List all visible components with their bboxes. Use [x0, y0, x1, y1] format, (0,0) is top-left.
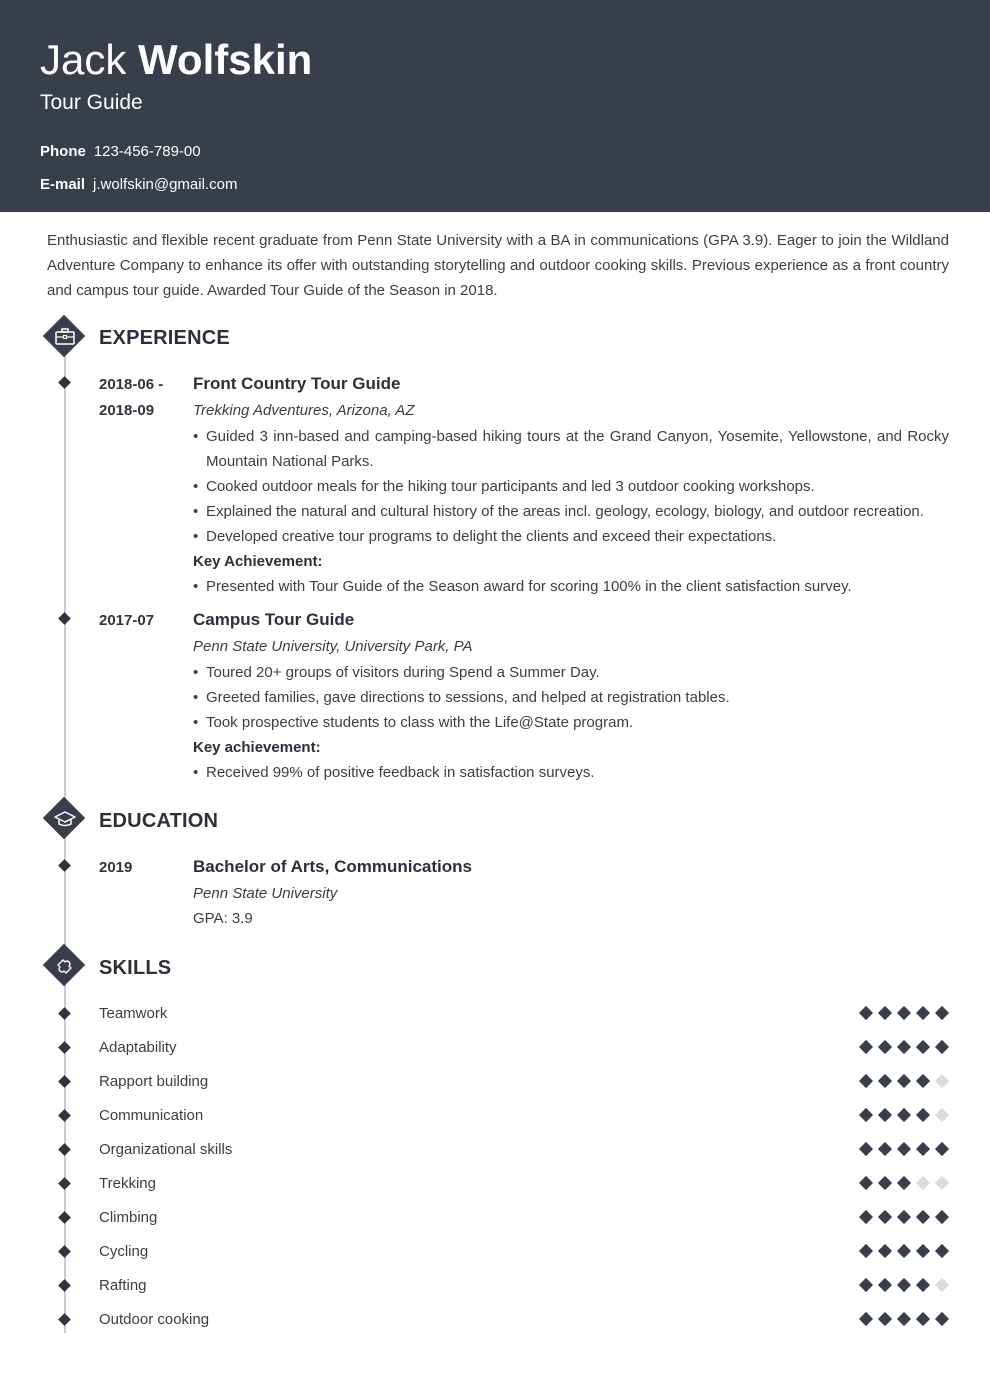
skill-row [0, 1099, 990, 1133]
job-1-bullet: • Guided 3 inn-based and camping-based hiking tours at the Grand Canyon, Yosemite, Yellowstone, and Rocky Mountain National Parks. [193, 424, 949, 474]
rating-diamond-filled [897, 1244, 911, 1258]
job-2-title: Campus Tour Guide [193, 610, 355, 629]
summary: Enthusiastic and flexible recent graduate from Penn State University with a BA in communications (GPA 3.9). Eager to join the Wildland Adventure Company to enhance its offer with outstanding storytelling and outdoor cooking skills. Previous experience as a front country and campus tour guide. Awarded Tour Guide of the Season in 2018. [47, 232, 949, 299]
skill-name: Cycling [99, 1243, 149, 1260]
skill-name: Teamwork [99, 1005, 168, 1022]
rating-diamond-filled [897, 1040, 911, 1054]
rating-diamond-filled [897, 1176, 911, 1190]
skill-row [0, 1031, 990, 1065]
skill-marker [58, 1041, 71, 1054]
rating-diamond-filled [897, 1006, 911, 1020]
rating-diamond-filled [916, 1006, 930, 1020]
rating-diamond-filled [859, 1074, 873, 1088]
rating-diamond-filled [859, 1040, 873, 1054]
job-1-title: Front Country Tour Guide [193, 374, 401, 393]
email-label: E-mail [40, 176, 86, 193]
skill-rating [858, 1278, 953, 1294]
first-name: Jack [40, 36, 127, 83]
skill-row [0, 1269, 990, 1303]
rating-diamond-empty [935, 1278, 949, 1292]
skill-row [0, 1303, 990, 1337]
skill-rating [858, 1006, 953, 1022]
rating-diamond-filled [859, 1142, 873, 1156]
rating-diamond-filled [878, 1210, 892, 1224]
job-title-header: Tour Guide [40, 91, 143, 114]
rating-diamond-empty [935, 1108, 949, 1122]
job-2-bullet: • Greeted families, gave directions to sessions, and helped at registration tables. [193, 685, 949, 710]
rating-diamond-empty [935, 1176, 949, 1190]
education-date: 2019 [99, 859, 133, 876]
rating-diamond-filled [897, 1142, 911, 1156]
rating-diamond-filled [935, 1006, 949, 1020]
job-1-key-bullets [193, 574, 949, 599]
job-1-company: Trekking Adventures, Arizona, AZ [193, 402, 415, 419]
rating-diamond-filled [935, 1312, 949, 1326]
rating-diamond-filled [878, 1074, 892, 1088]
job-2-key-bullet: • Received 99% of positive feedback in satisfaction surveys. [193, 760, 949, 785]
full-name [40, 36, 312, 84]
skill-marker [58, 1075, 71, 1088]
job-2-company: Penn State University, University Park, PA [193, 638, 473, 655]
rating-diamond-empty [916, 1176, 930, 1190]
email-row [40, 175, 237, 195]
skill-name: Outdoor cooking [99, 1311, 210, 1328]
education-degree: Bachelor of Arts, Communications [193, 857, 472, 876]
skill-marker [58, 1109, 71, 1122]
rating-diamond-filled [935, 1040, 949, 1054]
skill-rating [858, 1108, 953, 1124]
experience-heading: EXPERIENCE [99, 327, 230, 349]
job-2-bullets [193, 660, 949, 735]
rating-diamond-filled [897, 1210, 911, 1224]
puzzle-icon [49, 950, 81, 982]
job-2-bullet: • Took prospective students to class with the Life@State program. [193, 710, 949, 735]
skill-marker [58, 1279, 71, 1292]
rating-diamond-filled [859, 1278, 873, 1292]
rating-diamond-filled [897, 1278, 911, 1292]
rating-diamond-filled [916, 1108, 930, 1122]
job-1-marker [58, 376, 71, 389]
rating-diamond-filled [859, 1108, 873, 1122]
skill-rating [858, 1312, 953, 1328]
rating-diamond-empty [935, 1074, 949, 1088]
job-1-date-end: 2018-09 [99, 402, 155, 419]
skill-name: Adaptability [99, 1039, 177, 1056]
phone-row [40, 142, 201, 162]
job-1-key-label: Key Achievement: [193, 553, 323, 570]
rating-diamond-filled [878, 1142, 892, 1156]
skill-marker [58, 1177, 71, 1190]
rating-diamond-filled [859, 1244, 873, 1258]
phone-label: Phone [40, 143, 86, 160]
skill-marker [58, 1313, 71, 1326]
job-2-marker [58, 612, 71, 625]
skill-name: Communication [99, 1107, 204, 1124]
job-1-date-start: 2018-06 - [99, 376, 164, 393]
job-2-bullet: • Toured 20+ groups of visitors during Spend a Summer Day. [193, 660, 949, 685]
rating-diamond-filled [897, 1074, 911, 1088]
job-2-key-bullets [193, 760, 949, 785]
skill-row [0, 1065, 990, 1099]
skill-marker [58, 1211, 71, 1224]
skill-rating [858, 1040, 953, 1056]
rating-diamond-filled [878, 1312, 892, 1326]
education-marker [58, 859, 71, 872]
skill-name: Climbing [99, 1209, 158, 1226]
rating-diamond-filled [878, 1108, 892, 1122]
briefcase-icon [49, 321, 81, 353]
skill-marker [58, 1007, 71, 1020]
job-1-bullet: • Developed creative tour programs to delight the clients and exceed their expectations. [193, 524, 949, 549]
rating-diamond-filled [916, 1040, 930, 1054]
rating-diamond-filled [897, 1312, 911, 1326]
skill-row [0, 1133, 990, 1167]
resume-header [0, 0, 990, 212]
skill-rating [858, 1210, 953, 1226]
skill-name: Organizational skills [99, 1141, 233, 1158]
rating-diamond-filled [916, 1312, 930, 1326]
job-2-date: 2017-07 [99, 612, 155, 629]
job-1-bullet: • Explained the natural and cultural history of the areas incl. geology, ecology, biology, and outdoor recreation. [193, 499, 949, 524]
rating-diamond-filled [935, 1244, 949, 1258]
education-gpa: GPA: 3.9 [193, 910, 253, 927]
job-1-bullet: • Cooked outdoor meals for the hiking tour participants and led 3 outdoor cooking workshops. [193, 474, 949, 499]
last-name: Wolfskin [138, 36, 313, 83]
graduation-cap-icon [49, 803, 81, 835]
education-school: Penn State University [193, 885, 338, 902]
rating-diamond-filled [935, 1142, 949, 1156]
skill-rating [858, 1074, 953, 1090]
skill-rating [858, 1244, 953, 1260]
rating-diamond-filled [916, 1278, 930, 1292]
rating-diamond-filled [916, 1074, 930, 1088]
job-1-bullets [193, 424, 949, 549]
skills-heading: SKILLS [99, 957, 172, 979]
rating-diamond-filled [859, 1210, 873, 1224]
rating-diamond-filled [878, 1176, 892, 1190]
phone-value: 123-456-789-00 [93, 143, 201, 160]
rating-diamond-filled [916, 1210, 930, 1224]
education-heading: EDUCATION [99, 810, 219, 832]
rating-diamond-filled [859, 1176, 873, 1190]
rating-diamond-filled [878, 1244, 892, 1258]
skill-name: Rapport building [99, 1073, 209, 1090]
rating-diamond-filled [878, 1278, 892, 1292]
skill-rating [858, 1176, 953, 1192]
email-value[interactable]: j.wolfskin@gmail.com [93, 176, 238, 193]
skill-row [0, 997, 990, 1031]
rating-diamond-filled [897, 1108, 911, 1122]
rating-diamond-filled [935, 1210, 949, 1224]
skill-row [0, 1167, 990, 1201]
skill-marker [58, 1143, 71, 1156]
skill-name: Rafting [99, 1277, 147, 1294]
rating-diamond-filled [859, 1312, 873, 1326]
job-1-key-bullet: • Presented with Tour Guide of the Season award for scoring 100% in the client satisfaction survey. [193, 574, 949, 599]
skill-name: Trekking [99, 1175, 156, 1192]
skill-row [0, 1235, 990, 1269]
skill-row [0, 1201, 990, 1235]
rating-diamond-filled [916, 1244, 930, 1258]
job-2-key-label: Key achievement: [193, 739, 321, 756]
rating-diamond-filled [859, 1006, 873, 1020]
rating-diamond-filled [878, 1040, 892, 1054]
skill-rating [858, 1142, 953, 1158]
rating-diamond-filled [878, 1006, 892, 1020]
rating-diamond-filled [916, 1142, 930, 1156]
skill-marker [58, 1245, 71, 1258]
